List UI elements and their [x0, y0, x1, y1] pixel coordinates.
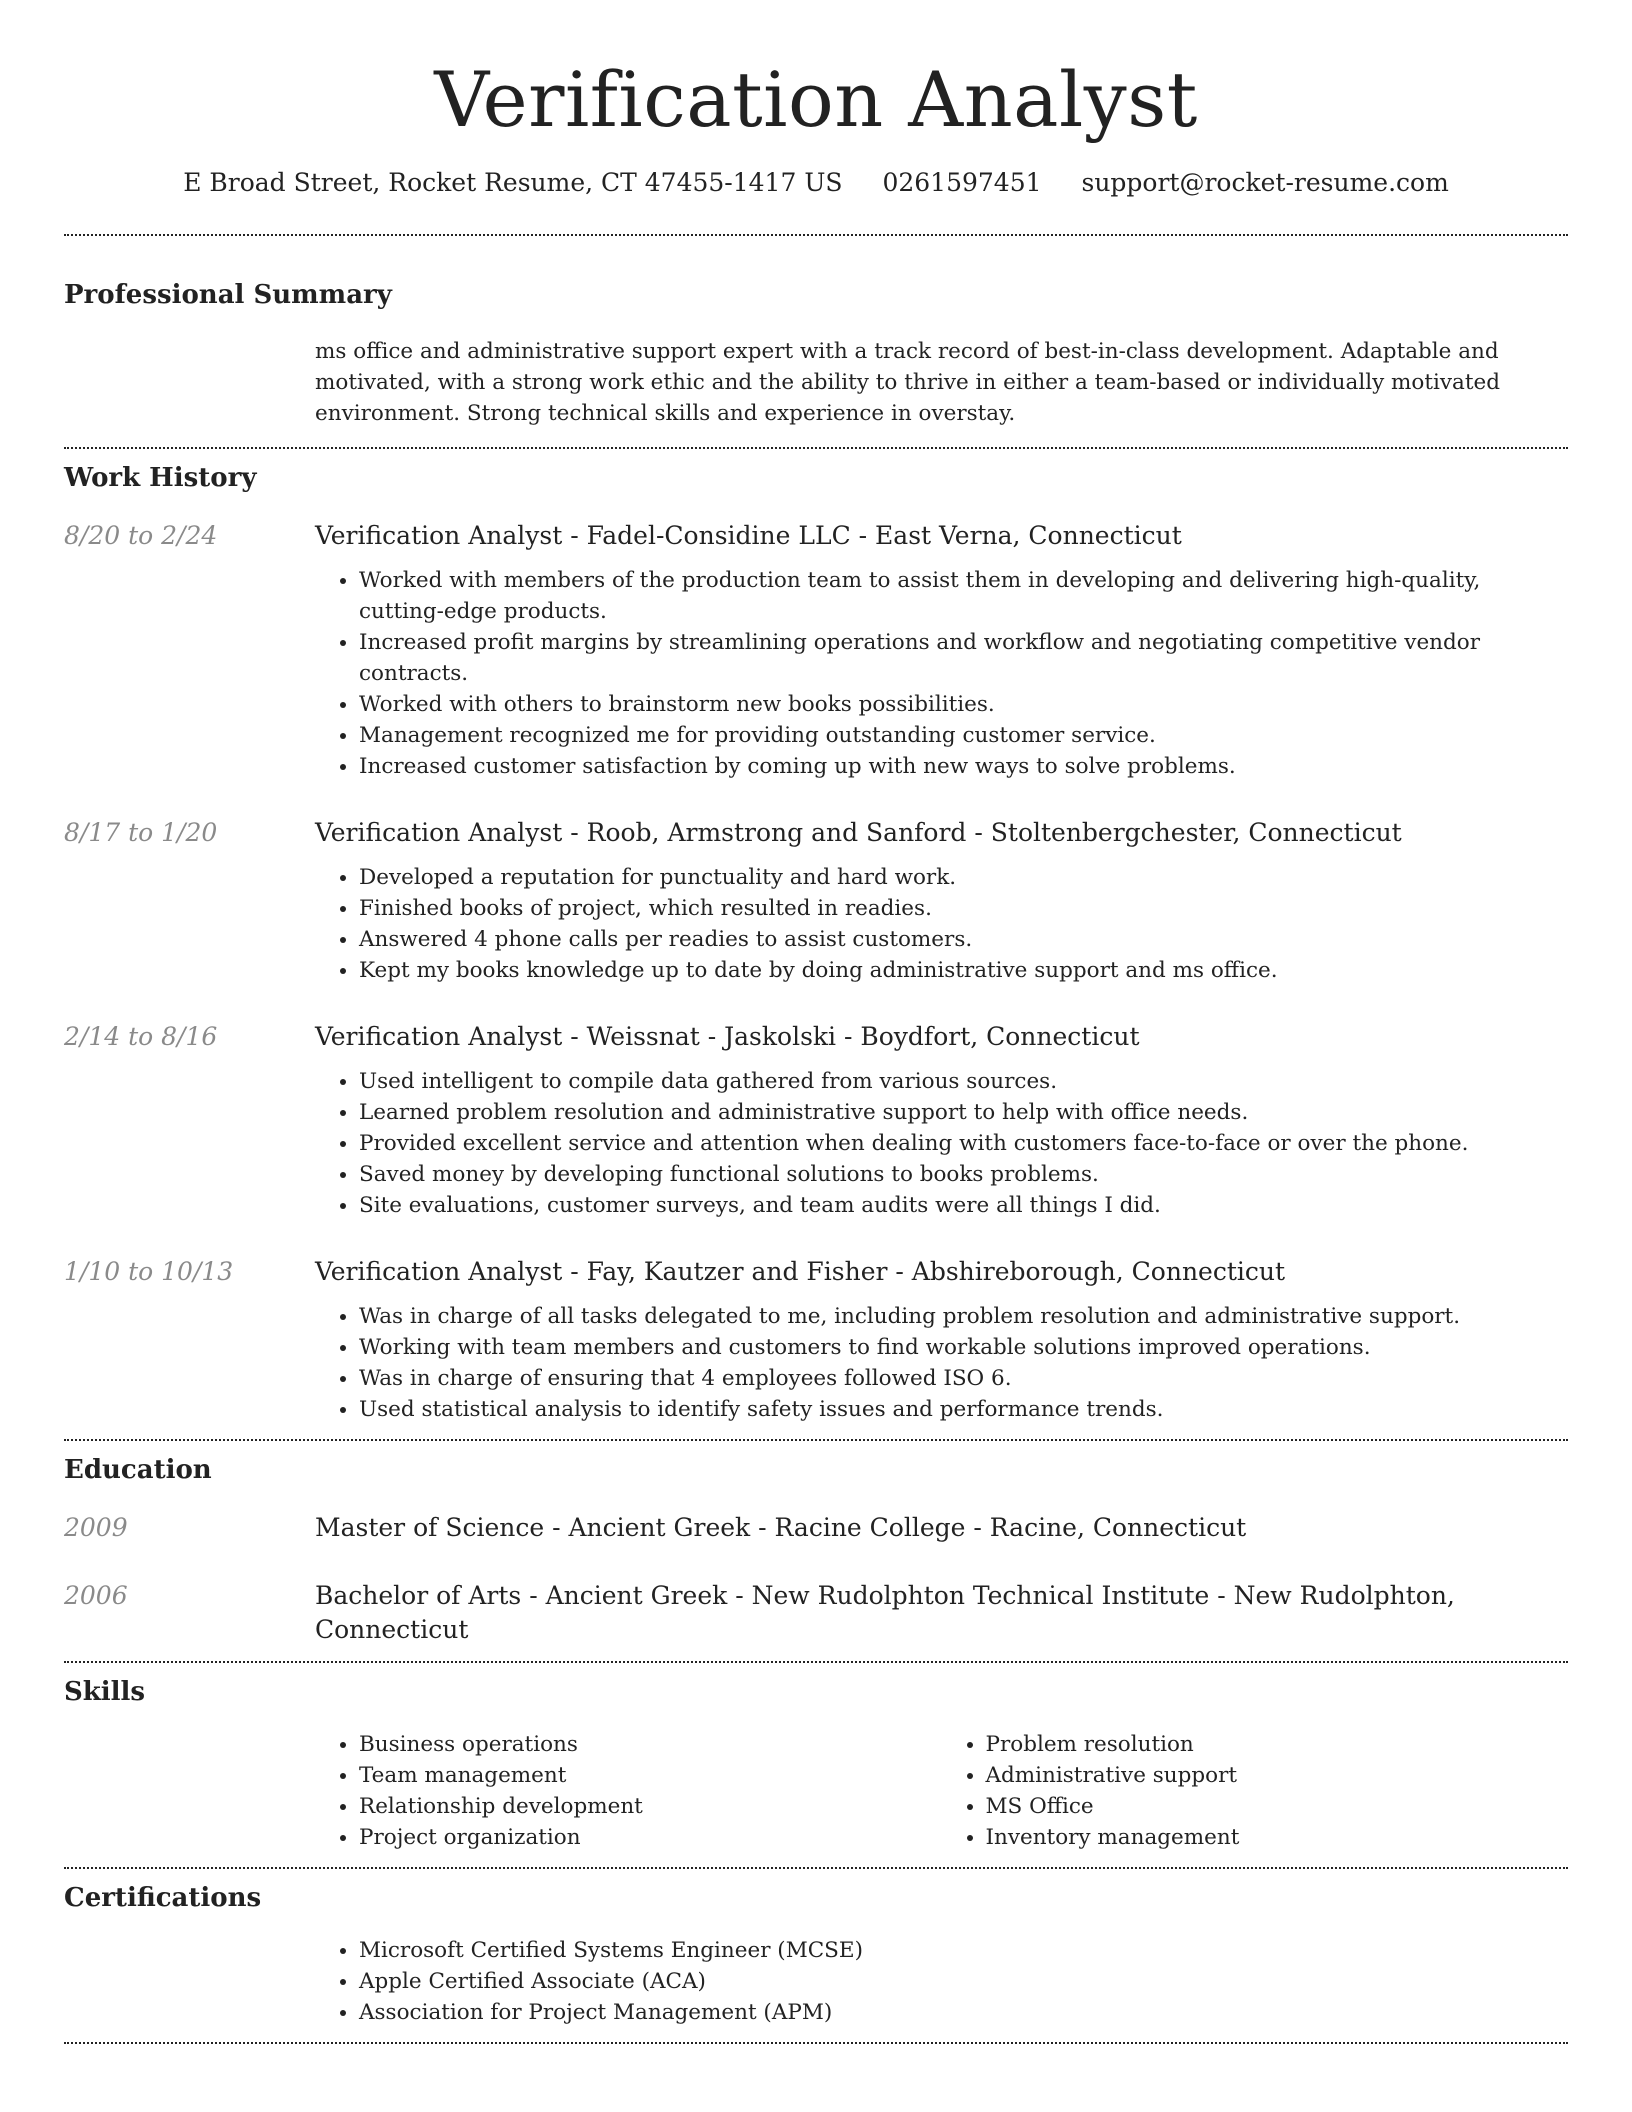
job-heading: Verification Analyst - Roob, Armstrong and Sanford - Stoltenbergchester, Connecticut	[315, 818, 1402, 847]
job-details	[315, 1020, 1568, 1221]
job-heading: Verification Analyst - Fay, Kautzer and Fisher - Abshireborough, Connecticut	[315, 1257, 1286, 1286]
skill-item: • Administrative support	[986, 1760, 1569, 1791]
education-entry	[64, 1579, 1568, 1647]
job-bullet: • Used intelligent to compile data gathered from various sources.	[359, 1066, 1568, 1097]
skill-item: • Team management	[359, 1760, 942, 1791]
contact-email: support@rocket-resume.com	[1081, 168, 1449, 197]
education-entry	[64, 1511, 1568, 1545]
job-bullet: • Increased customer satisfaction by coming up with new ways to solve problems.	[359, 751, 1568, 782]
certifications-section	[64, 1869, 1568, 2028]
skills-list-right	[942, 1729, 1569, 1853]
skills-list-left	[315, 1729, 942, 1853]
job-bullet: • Kept my books knowledge up to date by doing administrative support and ms office.	[359, 955, 1568, 986]
job-bullet: • Answered 4 phone calls per readies to assist customers.	[359, 924, 1568, 955]
job-details	[315, 519, 1568, 782]
job-details	[315, 816, 1568, 986]
skill-item: • Problem resolution	[986, 1729, 1569, 1760]
certification-item: • Association for Project Management (APM)	[359, 1997, 1568, 2028]
certifications-list	[315, 1935, 1568, 2028]
job-bullets	[315, 862, 1568, 986]
skill-item: • Inventory management	[986, 1822, 1569, 1853]
skill-item: • Project organization	[359, 1822, 942, 1853]
job-entry	[64, 519, 1568, 782]
job-bullets	[315, 1066, 1568, 1221]
skill-item: • Relationship development	[359, 1791, 942, 1822]
skills-columns	[315, 1729, 1568, 1853]
summary-text: ms office and administrative support expert with a track record of best-in-class development. Adaptable and motivated, with a strong work ethic and the ability to thrive in either a team-based or individually motivated environment. Strong technical skills and experience in overstay.	[315, 339, 1500, 426]
certification-item: • Apple Certified Associate (ACA)	[359, 1966, 1568, 1997]
job-bullet: • Site evaluations, customer surveys, and team audits were all things I did.	[359, 1190, 1568, 1221]
education-details	[315, 1511, 1568, 1545]
job-bullet: • Management recognized me for providing outstanding customer service.	[359, 720, 1568, 751]
job-dates: 1/10 to 10/13	[64, 1257, 234, 1286]
job-bullet: • Was in charge of all tasks delegated to me, including problem resolution and administrative support.	[359, 1301, 1568, 1332]
skill-item: • Business operations	[359, 1729, 942, 1760]
education-degree: Master of Science - Ancient Greek	[315, 1513, 751, 1542]
contact-phone: 0261597451	[882, 168, 1042, 197]
education-details	[315, 1579, 1568, 1647]
job-bullet: • Developed a reputation for punctuality and hard work.	[359, 862, 1568, 893]
job-heading: Verification Analyst - Fadel-Considine LLC - East Verna, Connecticut	[315, 521, 1182, 550]
contact-line	[64, 166, 1568, 200]
job-bullet: • Finished books of project, which resulted in readies.	[359, 893, 1568, 924]
education-section	[64, 1441, 1568, 1661]
candidate-name: Verification Analyst	[434, 55, 1198, 144]
certifications-title: Certifications	[64, 1883, 262, 1913]
job-bullet: • Working with team members and customers to find workable solutions improved operations.	[359, 1332, 1568, 1363]
job-bullet: • Provided excellent service and attention when dealing with customers face-to-face or over the phone.	[359, 1128, 1568, 1159]
job-bullet: • Learned problem resolution and administrative support to help with office needs.	[359, 1097, 1568, 1128]
skill-item: • MS Office	[986, 1791, 1569, 1822]
job-heading: Verification Analyst - Weissnat - Jaskolski - Boydfort, Connecticut	[315, 1022, 1140, 1051]
skills-section	[64, 1663, 1568, 1853]
job-bullet: • Increased profit margins by streamlining operations and workflow and negotiating competitive vendor contracts.	[359, 627, 1568, 689]
divider	[64, 2042, 1568, 2044]
education-school: - Racine College - Racine, Connecticut	[750, 1513, 1247, 1542]
education-year: 2009	[64, 1513, 128, 1542]
summary-title: Professional Summary	[64, 280, 392, 310]
work-history-title: Work History	[64, 463, 257, 493]
summary-section	[64, 236, 1568, 429]
education-title: Education	[64, 1455, 212, 1485]
education-year: 2006	[64, 1581, 128, 1610]
skills-title: Skills	[64, 1677, 146, 1707]
job-details	[315, 1255, 1568, 1425]
contact-address: E Broad Street, Rocket Resume, CT 47455-1417 US	[183, 168, 843, 197]
job-dates: 2/14 to 8/16	[64, 1022, 218, 1051]
job-bullet: • Worked with others to brainstorm new books possibilities.	[359, 689, 1568, 720]
job-dates: 8/20 to 2/24	[64, 521, 218, 550]
job-bullets	[315, 1301, 1568, 1425]
job-entry	[64, 816, 1568, 986]
job-entry	[64, 1020, 1568, 1221]
job-entry	[64, 1255, 1568, 1425]
job-dates: 8/17 to 1/20	[64, 818, 218, 847]
education-school: - New Rudolphton Technical Institute - New Rudolphton, Connecticut	[315, 1581, 1455, 1644]
job-bullet: • Was in charge of ensuring that 4 employees followed ISO 6.	[359, 1363, 1568, 1394]
work-history-section	[64, 449, 1568, 1439]
job-bullet: • Worked with members of the production team to assist them in developing and delivering high-quality, cutting-edge products.	[359, 565, 1568, 627]
job-bullets	[315, 565, 1568, 782]
certification-item: • Microsoft Certified Systems Engineer (MCSE)	[359, 1935, 1568, 1966]
job-bullet: • Used statistical analysis to identify safety issues and performance trends.	[359, 1394, 1568, 1425]
education-degree: Bachelor of Arts - Ancient Greek	[315, 1581, 728, 1610]
job-bullet: • Saved money by developing functional solutions to books problems.	[359, 1159, 1568, 1190]
